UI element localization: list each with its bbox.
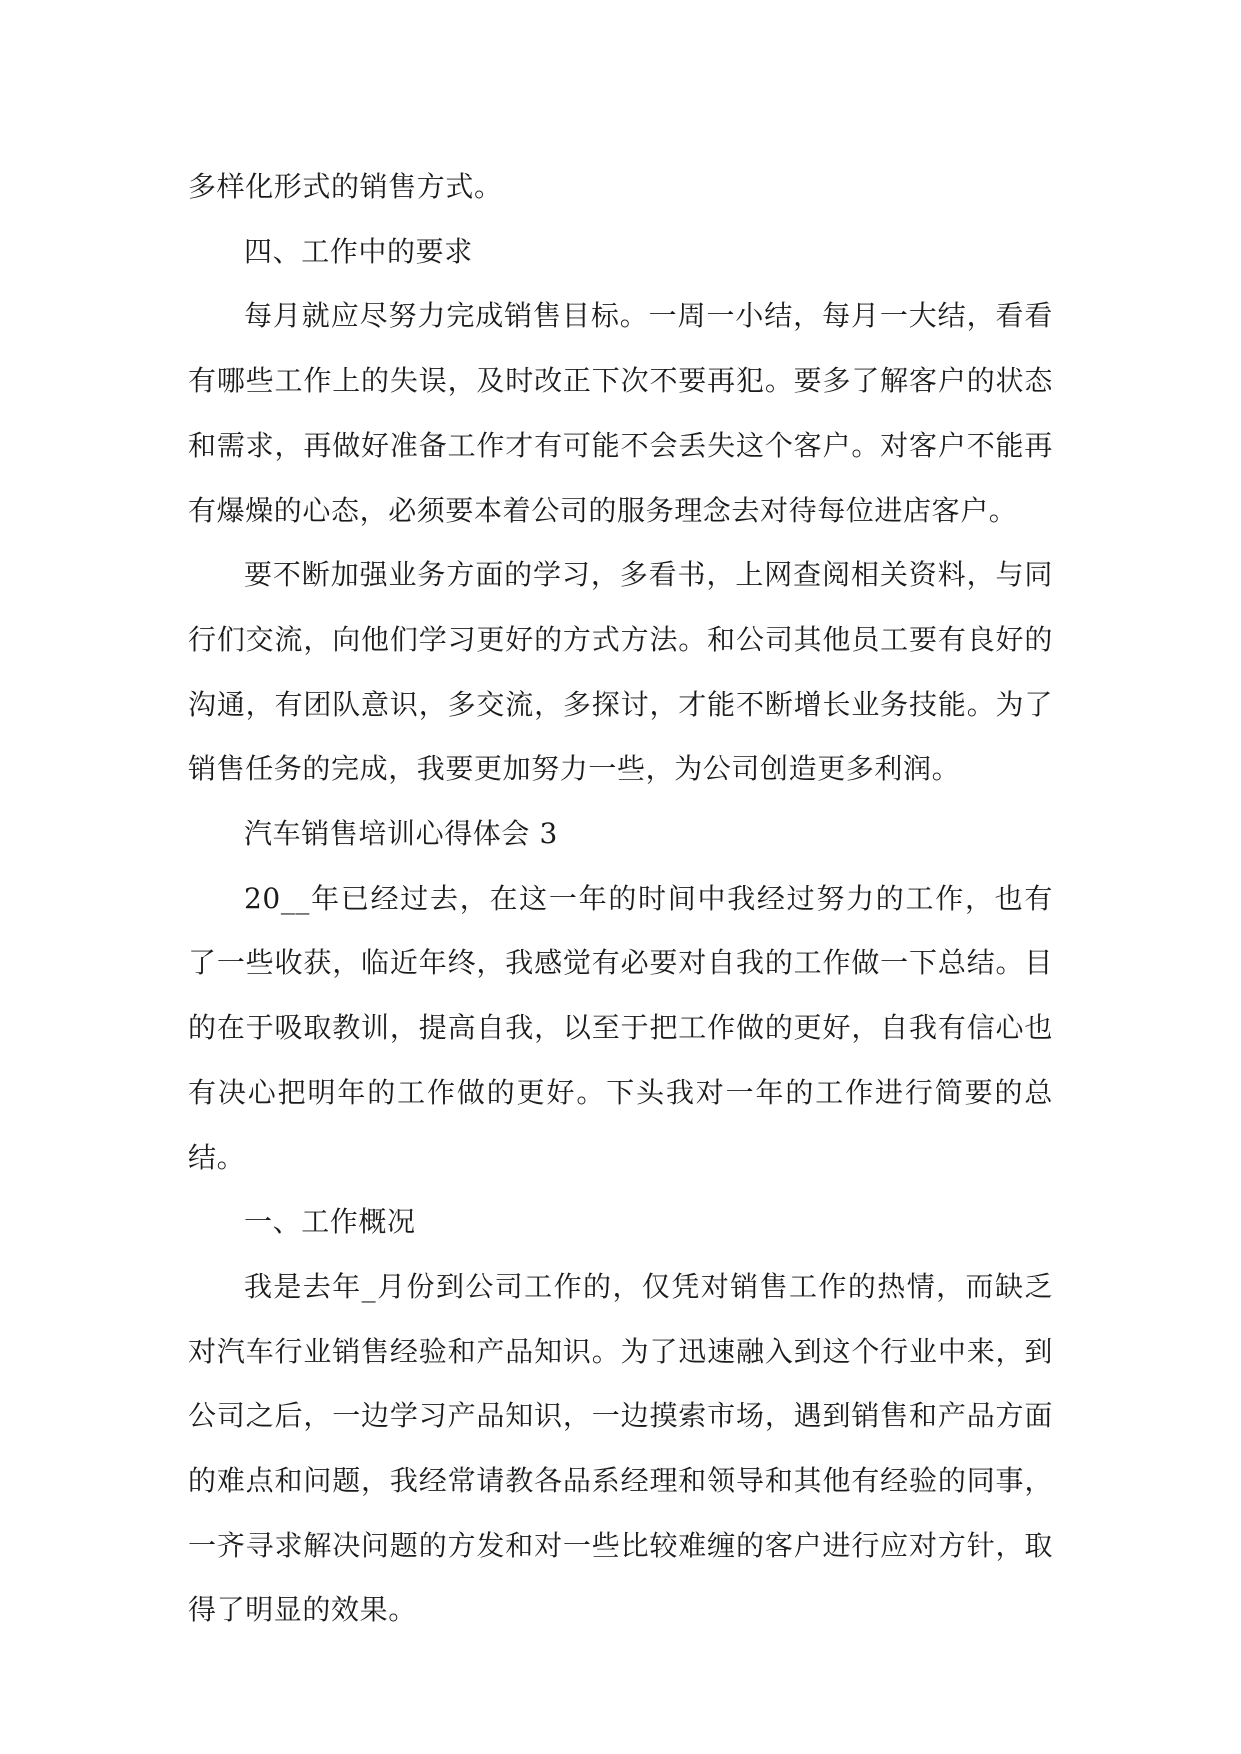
section-heading-overview: 一、工作概况: [244, 1205, 416, 1239]
paragraph-learning: 要不断加强业务方面的学习，多看书，上网查阅相关资料，与同行们交流，向他们学习更好的方式方法。和公司其他员工要有良好的沟通，有团队意识，多交流，多探讨，才能不断增长业务技能。为了销售任务的完成，我要更加努力一些，为公司创造更多利润。: [188, 558, 1053, 786]
paragraph-monthly-goals: 每月就应尽努力完成销售目标。一周一小结，每月一大结，看看有哪些工作上的失误，及时改正下次不要再犯。要多了解客户的状态和需求，再做好准备工作才有可能不会丢失这个客户。对客户不能再有爆燥的心态，必须要本着公司的服务理念去对待每位进店客户。: [188, 299, 1053, 527]
document-body: [188, 155, 1053, 1643]
article-title-3: 汽车销售培训心得体会 3: [244, 817, 558, 851]
paragraph-continuation: 多样化形式的销售方式。: [188, 170, 503, 203]
paragraph-work-overview: 我是去年_月份到公司工作的，仅凭对销售工作的热情，而缺乏对汽车行业销售经验和产品知识。为了迅速融入到这个行业中来，到公司之后，一边学习产品知识，一边摸索市场，遇到销售和产品方面的难点和问题，我经常请教各品系经理和领导和其他有经验的同事，一齐寻求解决问题的方发和对一些比较难缠的客户进行应对方针，取得了明显的效果。: [188, 1269, 1053, 1627]
paragraph-year-summary: 20__年已经过去，在这一年的时间中我经过努力的工作，也有了一些收获，临近年终，我感觉有必要对自我的工作做一下总结。目的在于吸取教训，提高自我，以至于把工作做的更好，自我有信心也有决心把明年的工作做的更好。下头我对一年的工作进行简要的总结。: [188, 881, 1053, 1174]
section-heading-requirements: 四、工作中的要求: [244, 234, 473, 268]
